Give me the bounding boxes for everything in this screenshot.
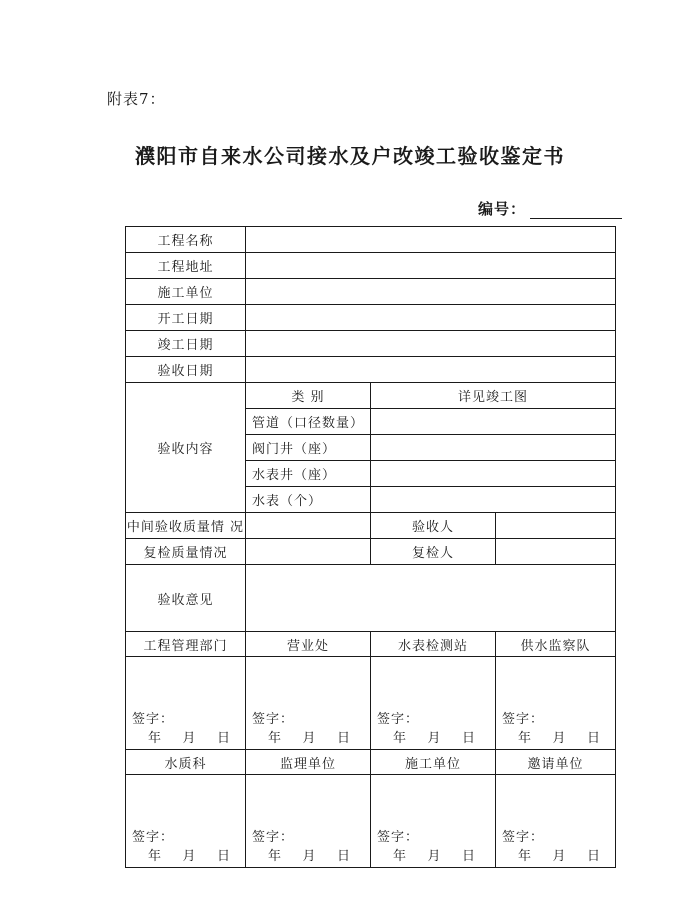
field-value-start-date[interactable]	[246, 305, 616, 331]
signature-area-construction-unit[interactable]	[371, 775, 496, 868]
field-value-construction-unit[interactable]	[246, 279, 616, 305]
signature-label: 签字：	[132, 712, 175, 727]
date-label: 年 月 日	[268, 849, 352, 864]
table-row	[126, 657, 616, 750]
field-label-acceptance-date: 验收日期	[126, 357, 246, 383]
date-label: 年 月 日	[393, 849, 477, 864]
field-value-acceptance-opinion[interactable]	[246, 565, 616, 632]
attachment-label: 附表7：	[107, 90, 166, 108]
field-value-inspector[interactable]	[496, 513, 616, 539]
acceptance-item-pipe: 管道（口径数量）	[246, 409, 371, 435]
signature-area-invited-unit[interactable]	[496, 775, 616, 868]
table-row	[126, 750, 616, 775]
dept-header-water-quality-section: 水质科	[126, 750, 246, 775]
signature-label: 签字：	[502, 830, 545, 845]
field-label-completion-date: 竣工日期	[126, 331, 246, 357]
field-label-inspector: 验收人	[371, 513, 496, 539]
signature-label: 签字：	[377, 830, 420, 845]
date-label: 年 月 日	[518, 731, 602, 746]
table-row	[126, 279, 616, 305]
field-label-interim-quality: 中间验收质量情 况	[126, 513, 246, 539]
dept-header-invited-unit: 邀请单位	[496, 750, 616, 775]
signature-label: 签字：	[377, 712, 420, 727]
field-label-project-name: 工程名称	[126, 227, 246, 253]
date-label: 年 月 日	[518, 849, 602, 864]
acceptance-form-table	[125, 226, 616, 868]
acceptance-content-header-detail: 详见竣工图	[371, 383, 616, 409]
table-row	[126, 305, 616, 331]
acceptance-item-water-meter: 水表（个）	[246, 487, 371, 513]
signature-label: 签字：	[132, 830, 175, 845]
signature-area-water-supply-inspection[interactable]	[496, 657, 616, 750]
acceptance-content-header-category: 类 别	[246, 383, 371, 409]
page-title: 濮阳市自来水公司接水及户改竣工验收鉴定书	[135, 144, 565, 168]
field-label-recheck-quality: 复检质量情况	[126, 539, 246, 565]
date-label: 年 月 日	[268, 731, 352, 746]
table-row	[126, 632, 616, 657]
date-label: 年 月 日	[148, 849, 232, 864]
field-label-construction-unit: 施工单位	[126, 279, 246, 305]
field-value-interim-quality[interactable]	[246, 513, 371, 539]
dept-header-construction-unit: 施工单位	[371, 750, 496, 775]
date-label: 年 月 日	[393, 731, 477, 746]
field-label-project-address: 工程地址	[126, 253, 246, 279]
acceptance-item-valve-well: 阀门井（座）	[246, 435, 371, 461]
dept-header-business-office: 营业处	[246, 632, 371, 657]
field-value-rechecker[interactable]	[496, 539, 616, 565]
acceptance-value-water-meter[interactable]	[371, 487, 616, 513]
signature-area-engineering-management[interactable]	[126, 657, 246, 750]
signature-area-meter-testing-station[interactable]	[371, 657, 496, 750]
acceptance-item-meter-well: 水表井（座）	[246, 461, 371, 487]
dept-header-water-supply-inspection: 供水监察队	[496, 632, 616, 657]
field-label-rechecker: 复检人	[371, 539, 496, 565]
serial-number-label: 编号：	[477, 200, 526, 218]
acceptance-value-meter-well[interactable]	[371, 461, 616, 487]
field-label-acceptance-content: 验收内容	[126, 383, 246, 513]
field-value-recheck-quality[interactable]	[246, 539, 371, 565]
dept-header-engineering-management: 工程管理部门	[126, 632, 246, 657]
dept-header-meter-testing-station: 水表检测站	[371, 632, 496, 657]
table-row	[126, 513, 616, 539]
serial-number-input[interactable]	[530, 202, 622, 219]
table-row	[126, 383, 616, 409]
field-value-project-address[interactable]	[246, 253, 616, 279]
table-row	[126, 357, 616, 383]
acceptance-value-pipe[interactable]	[371, 409, 616, 435]
table-row	[126, 565, 616, 632]
date-label: 年 月 日	[148, 731, 232, 746]
signature-area-business-office[interactable]	[246, 657, 371, 750]
dept-header-supervision-unit: 监理单位	[246, 750, 371, 775]
table-row	[126, 227, 616, 253]
field-label-start-date: 开工日期	[126, 305, 246, 331]
field-label-acceptance-opinion: 验收意见	[126, 565, 246, 632]
table-row	[126, 775, 616, 868]
signature-label: 签字：	[252, 712, 295, 727]
signature-area-supervision-unit[interactable]	[246, 775, 371, 868]
signature-label: 签字：	[502, 712, 545, 727]
table-row	[126, 253, 616, 279]
field-value-acceptance-date[interactable]	[246, 357, 616, 383]
acceptance-value-valve-well[interactable]	[371, 435, 616, 461]
table-row	[126, 331, 616, 357]
field-value-completion-date[interactable]	[246, 331, 616, 357]
field-value-project-name[interactable]	[246, 227, 616, 253]
serial-number-row	[478, 198, 622, 219]
signature-area-water-quality-section[interactable]	[126, 775, 246, 868]
signature-label: 签字：	[252, 830, 295, 845]
table-row	[126, 539, 616, 565]
